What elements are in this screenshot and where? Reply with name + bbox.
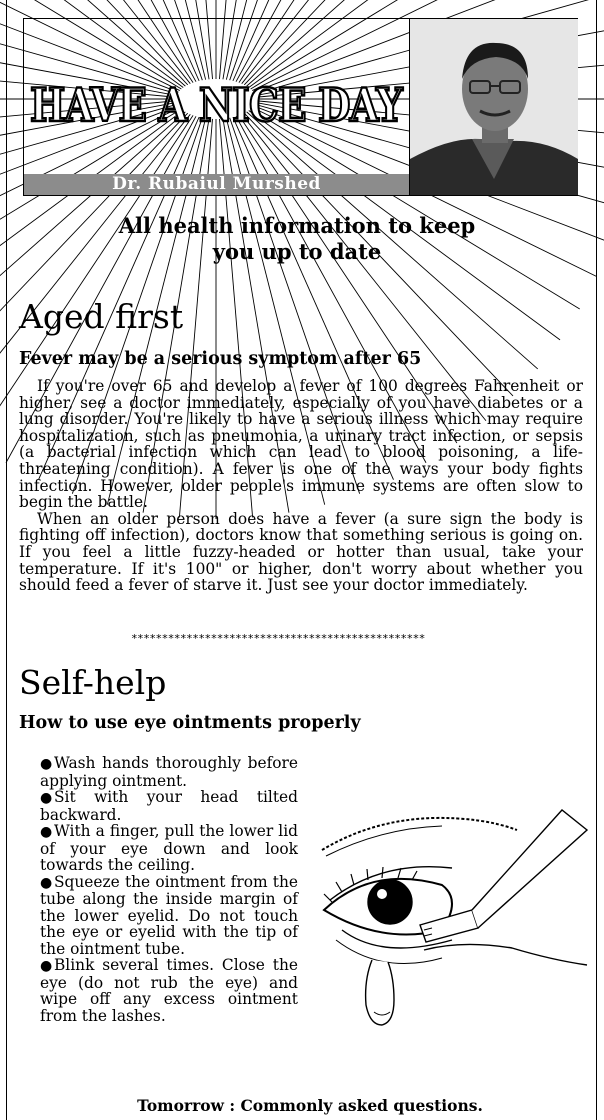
bullet-icon: ● — [40, 756, 53, 772]
list-item — [40, 755, 298, 789]
list-item-text: Wash hands thoroughly before applying ointment. — [40, 754, 298, 790]
eye-ointment-illustration — [312, 790, 590, 1030]
bullet-icon: ● — [40, 874, 53, 891]
list-item-text: Squeeze the ointment from the tube along the inside margin of the lower eyelid. Do not touch the eye or eyelid with the tip of the ointment tube. — [40, 872, 298, 958]
bullet-icon: ● — [40, 958, 53, 974]
instruction-list — [40, 755, 298, 1024]
paragraph: If you're over 65 and develop a fever of 100 degrees Fahrenheit or higher, see a doctor immediately, especially of you have diabetes or a lung disorder. You're likely to have a serious illness which may require hospitalization, such as pneumonia, a urinary tract infection, or sepsis (a bacterial infection which can lead to blood poisoning, a life-threatening condition). A fever is one of the ways your body fights infection. However, older people's immune systems are often slow to begin the battle. — [19, 377, 583, 512]
author-name: Dr. Rubaiul Murshed — [24, 174, 409, 195]
bullet-icon: ● — [40, 824, 53, 840]
paragraph: When an older person does have a fever (a sure sign the body is fighting off infection), doctors know that something serious is going on. If you feel a little fuzzy-headed or hotter than usual, take your temperature. If it's 100" or higher, don't worry about whether you should feed a fever of starve it. Just see your doctor immediately. — [19, 509, 583, 595]
list-item — [40, 789, 298, 823]
banner-title: HAVE A NICE DAY — [30, 78, 404, 132]
section-subtitle-fever: Fever may be a serious symptom after 65 — [19, 349, 422, 369]
banner-artwork — [24, 19, 409, 174]
footer-teaser: Tomorrow : Commonly asked questions. — [137, 1096, 483, 1115]
section-title-aged-first: Aged first — [19, 297, 184, 336]
section-title-self-help: Self-help — [19, 663, 167, 702]
list-item-text: Blink several times. Close the eye (do not rub the eye) and wipe off any excess ointment from the lashes. — [40, 956, 298, 1025]
list-item — [40, 874, 298, 958]
tagline-line-1: All health information to keep — [118, 213, 476, 238]
list-item — [40, 957, 298, 1024]
list-item-text: Sit with your head tilted backward. — [40, 788, 298, 824]
section-divider: ************************************************ — [131, 632, 425, 645]
tagline-line-2: you up to date — [212, 239, 382, 264]
article-body-fever — [19, 378, 583, 594]
column-tagline — [40, 213, 554, 265]
bullet-icon: ● — [40, 790, 53, 806]
list-item-text: With a finger, pull the lower lid of your eye down and look towards the ceiling. — [40, 822, 298, 874]
section-subtitle-eye-ointment: How to use eye ointments properly — [19, 713, 361, 733]
list-item — [40, 823, 298, 874]
author-photo — [409, 19, 577, 195]
column-header — [23, 18, 578, 196]
